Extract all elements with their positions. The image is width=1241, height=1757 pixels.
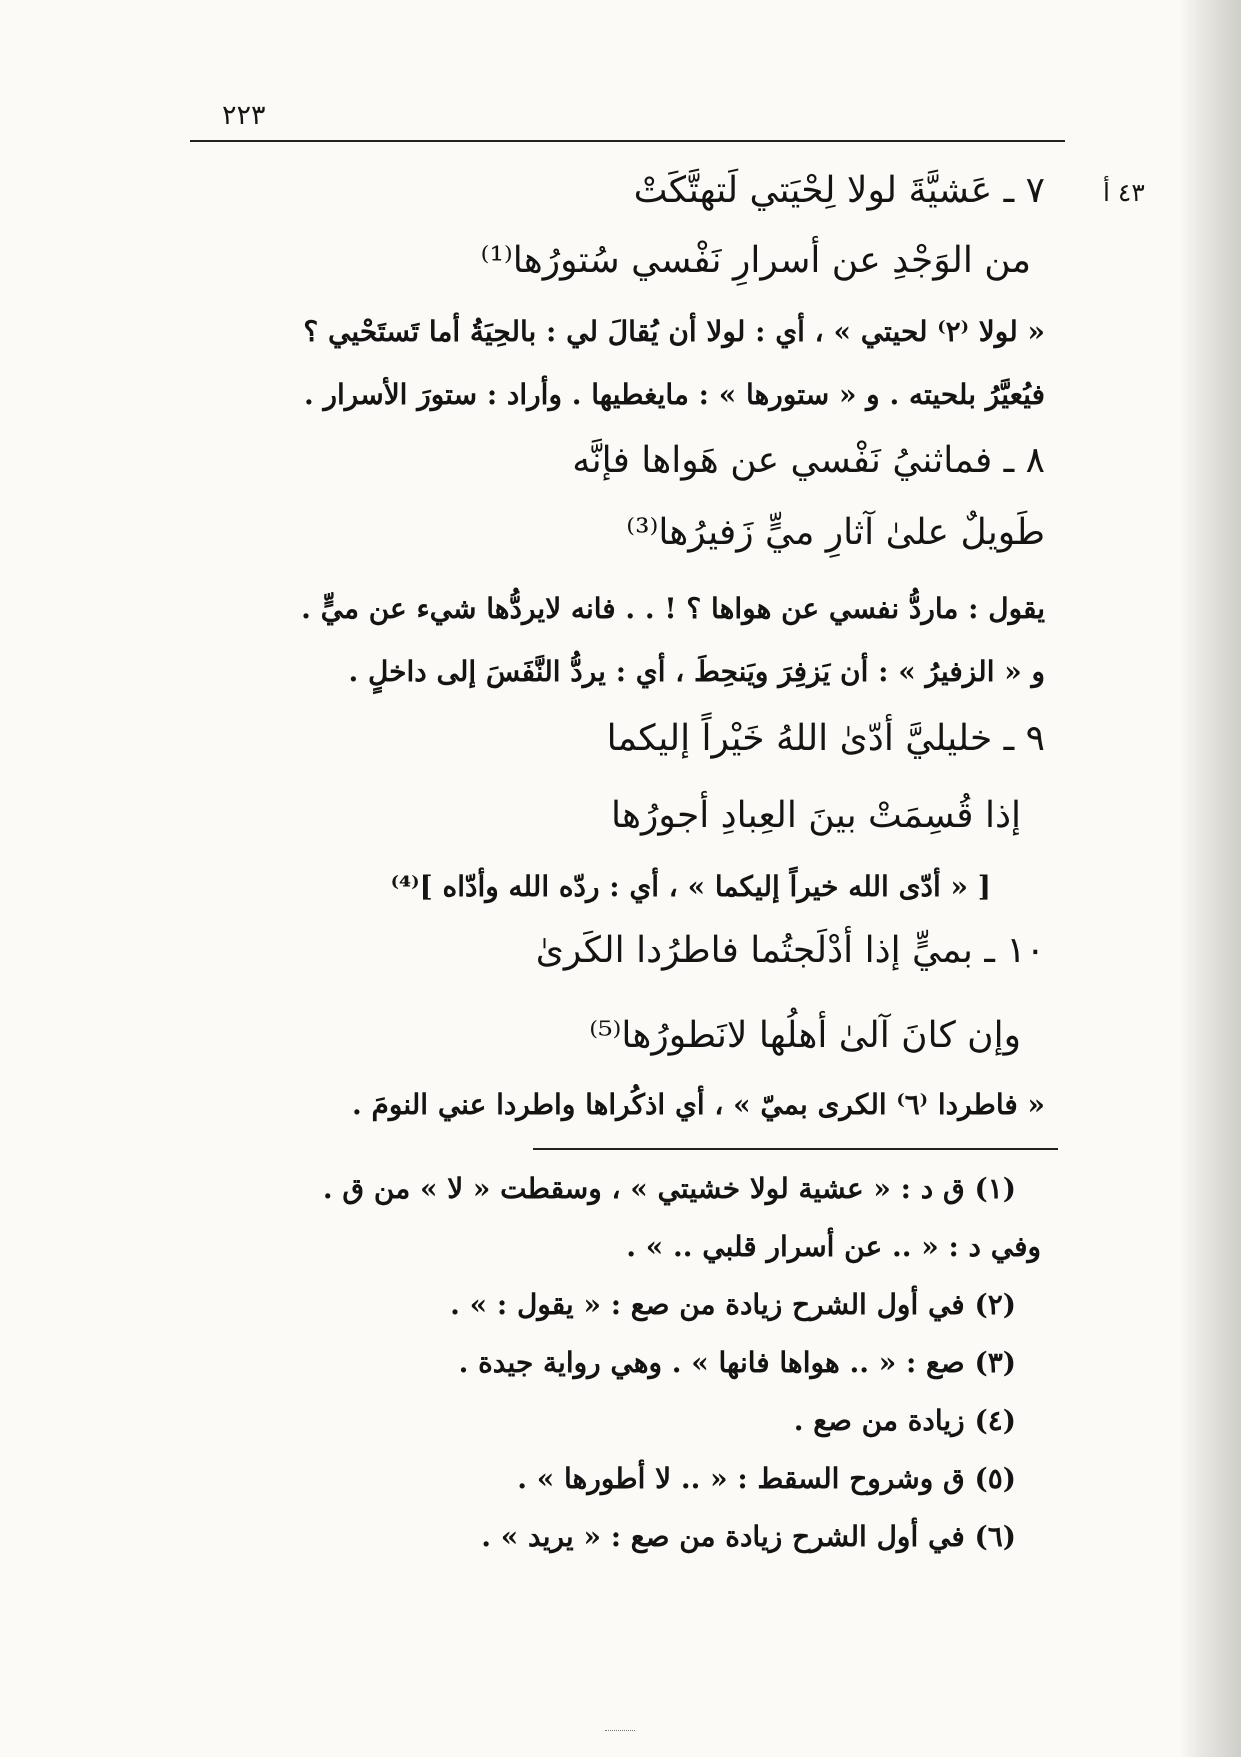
verse-7-second-hemistich: من الوَجْدِ عن أسرارِ نَفْسي سُتورُها⁽¹⁾ — [480, 240, 1031, 281]
verse-10-second-hemistich: وإن كانَ آلىٰ أهلُها لانَطورُها⁽⁵⁾ — [589, 1015, 1021, 1056]
bottom-mark — [605, 1730, 635, 1731]
commentary-line: و « الزفيرُ » : أن يَزفِرَ ويَنحِطَ ، أي : يردُّ النَّفَسَ إلى داخلٍ . — [348, 655, 1045, 688]
footnote-rule — [533, 1148, 1058, 1150]
verse-8-second-hemistich: طَويلٌ علىٰ آثارِ ميٍّ زَفيرُها⁽³⁾ — [626, 512, 1045, 553]
page-number: ٢٢٣ — [222, 100, 266, 131]
verse-9-first-hemistich: ٩ ـ خليليَّ أدّىٰ اللهُ خَيْراً إليكما — [606, 718, 1045, 759]
commentary-line: [ « أدّى الله خيراً إليكما » ، أي : ردّه الله وأدّاه ]⁽⁴⁾ — [390, 870, 991, 903]
footnote-5: (٥) ق وشروح السقط : « .. لا أطورها » . — [517, 1462, 1016, 1495]
commentary-line: يقول : ماردُّ نفسي عن هواها ؟ ! . . فانه لايردُّها شيء عن ميٍّ . — [301, 592, 1045, 625]
footnote-3: (٣) صع : « .. هواها فانها » . وهي رواية جيدة . — [458, 1346, 1016, 1379]
header-rule — [190, 140, 1065, 142]
verse-9-second-hemistich: إذا قُسِمَتْ بينَ العِبادِ أجورُها — [611, 795, 1021, 836]
commentary-line: « لولا ⁽٢⁾ لحيتي » ، أي : لولا أن يُقالَ لي : بالحِيَةُ أما تَستَحْيي ؟ — [303, 315, 1045, 348]
footnote-2: (٢) في أول الشرح زيادة من صع : « يقول : » . — [450, 1288, 1016, 1321]
verse-10-first-hemistich: ١٠ ـ بميٍّ إذا أدْلَجتُما فاطرُدا الكَرىٰ — [535, 930, 1045, 971]
margin-note: ٤٣ أ — [1103, 178, 1145, 207]
verse-8-first-hemistich: ٨ ـ فماثنيُ نَفْسي عن هَواها فإنَّه — [572, 440, 1045, 481]
footnote-1-continuation: وفي د : « .. عن أسرار قلبي .. » . — [626, 1230, 1041, 1263]
footnote-4: (٤) زيادة من صع . — [793, 1404, 1016, 1437]
commentary-line: فيُعيَّرُ بلحيته . و « ستورها » : مايغطيها . وأراد : ستورَ الأسرار . — [303, 378, 1045, 411]
page-edge-shadow — [1179, 0, 1241, 1757]
footnote-6: (٦) في أول الشرح زيادة من صع : « يريد » . — [481, 1520, 1016, 1553]
commentary-line: « فاطردا ⁽٦⁾ الكرى بميّ » ، أي اذكُراها واطردا عني النومَ . — [352, 1088, 1045, 1121]
verse-7-first-hemistich: ٧ ـ عَشيَّةَ لولا لِحْيَتي لَتهتَّكَتْ — [633, 170, 1045, 211]
footnote-1: (١) ق د : « عشية لولا خشيتي » ، وسقطت « لا » من ق . — [322, 1172, 1016, 1205]
